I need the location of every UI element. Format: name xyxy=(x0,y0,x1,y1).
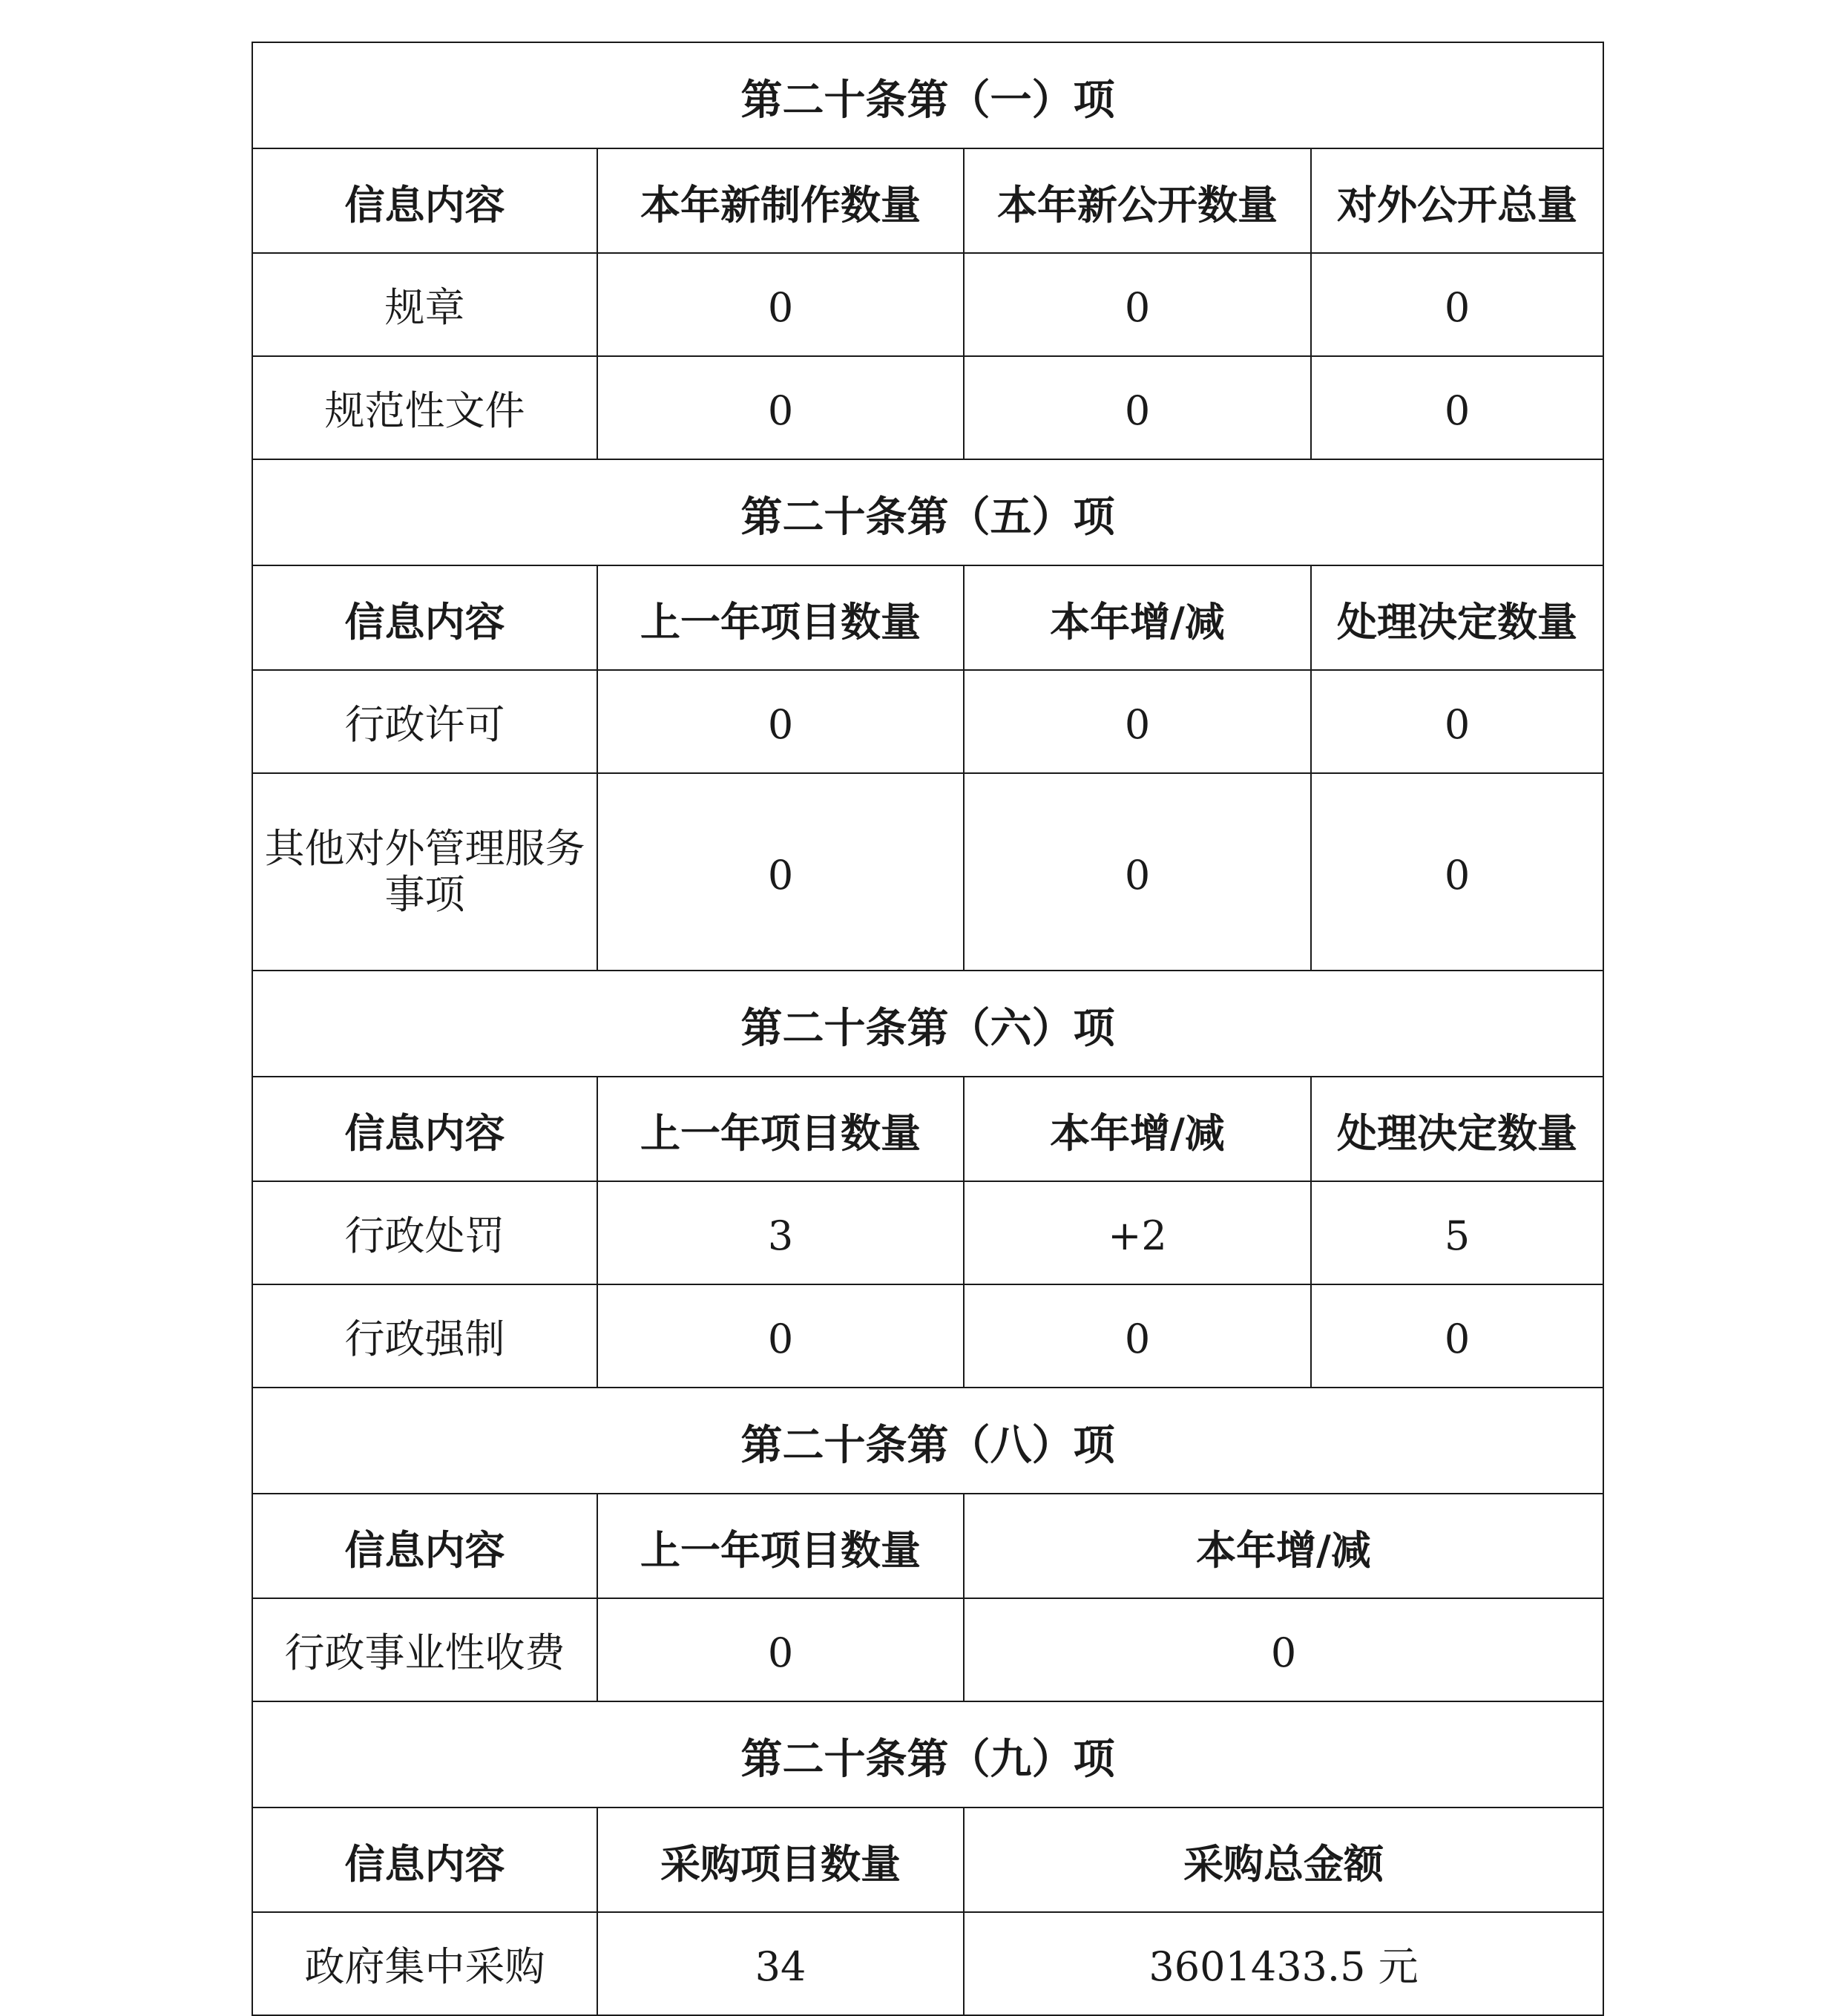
cell-value: 0 xyxy=(1311,1284,1603,1388)
header-cell: 处理决定数量 xyxy=(1311,1077,1603,1181)
cell-value: 0 xyxy=(1311,253,1603,356)
header-cell: 上一年项目数量 xyxy=(597,565,964,670)
table-row xyxy=(252,773,1603,971)
section-title-row xyxy=(252,1701,1603,1807)
header-row xyxy=(252,1077,1603,1181)
table-row xyxy=(252,253,1603,356)
header-cell: 处理决定数量 xyxy=(1311,565,1603,670)
cell-value: 0 xyxy=(964,670,1311,773)
table-row xyxy=(252,670,1603,773)
section-title: 第二十条第（六）项 xyxy=(252,971,1603,1077)
section-title: 第二十条第（一）项 xyxy=(252,42,1603,148)
table-row xyxy=(252,356,1603,459)
cell-value: 0 xyxy=(964,773,1311,971)
header-cell: 本年增/减 xyxy=(964,1494,1603,1598)
header-row xyxy=(252,565,1603,670)
header-cell: 本年增/减 xyxy=(964,565,1311,670)
row-label: 规章 xyxy=(252,253,597,356)
disclosure-table xyxy=(252,42,1604,2016)
table-row xyxy=(252,1912,1603,2015)
row-label: 行政许可 xyxy=(252,670,597,773)
section-title-row xyxy=(252,459,1603,565)
cell-value: 0 xyxy=(1311,670,1603,773)
cell-value: 0 xyxy=(597,1598,964,1701)
table-row xyxy=(252,1284,1603,1388)
table-row xyxy=(252,1598,1603,1701)
section-title-row xyxy=(252,42,1603,148)
cell-value: 0 xyxy=(597,356,964,459)
header-row xyxy=(252,1807,1603,1912)
cell-value: 0 xyxy=(597,1284,964,1388)
cell-value: 5 xyxy=(1311,1181,1603,1284)
header-cell: 对外公开总量 xyxy=(1311,148,1603,253)
cell-value: 0 xyxy=(964,356,1311,459)
cell-value: 0 xyxy=(597,670,964,773)
row-label: 行政强制 xyxy=(252,1284,597,1388)
table-row xyxy=(252,1181,1603,1284)
section-title: 第二十条第（九）项 xyxy=(252,1701,1603,1807)
cell-value: 0 xyxy=(1311,356,1603,459)
header-cell: 本年新公开数量 xyxy=(964,148,1311,253)
section-title: 第二十条第（八）项 xyxy=(252,1388,1603,1494)
header-cell: 采购项目数量 xyxy=(597,1807,964,1912)
row-label: 行政事业性收费 xyxy=(252,1598,597,1701)
header-cell: 信息内容 xyxy=(252,565,597,670)
header-cell: 信息内容 xyxy=(252,1494,597,1598)
row-label: 规范性文件 xyxy=(252,356,597,459)
header-row xyxy=(252,148,1603,253)
header-cell: 信息内容 xyxy=(252,148,597,253)
header-cell: 上一年项目数量 xyxy=(597,1077,964,1181)
header-cell: 采购总金额 xyxy=(964,1807,1603,1912)
header-row xyxy=(252,1494,1603,1598)
header-cell: 信息内容 xyxy=(252,1807,597,1912)
cell-value: 0 xyxy=(597,253,964,356)
cell-value: 3 xyxy=(597,1181,964,1284)
section-title-row xyxy=(252,971,1603,1077)
header-cell: 上一年项目数量 xyxy=(597,1494,964,1598)
cell-value: 0 xyxy=(964,1284,1311,1388)
cell-value: 0 xyxy=(597,773,964,971)
header-cell: 本年新制作数量 xyxy=(597,148,964,253)
cell-value: 34 xyxy=(597,1912,964,2015)
cell-value: 3601433.5 元 xyxy=(964,1912,1603,2015)
cell-value: 0 xyxy=(964,253,1311,356)
header-cell: 信息内容 xyxy=(252,1077,597,1181)
header-cell: 本年增/减 xyxy=(964,1077,1311,1181)
row-label: 政府集中采购 xyxy=(252,1912,597,2015)
row-label: 其他对外管理服务事项 xyxy=(252,773,597,971)
row-label: 行政处罚 xyxy=(252,1181,597,1284)
section-title-row xyxy=(252,1388,1603,1494)
cell-value: +2 xyxy=(964,1181,1311,1284)
cell-value: 0 xyxy=(964,1598,1603,1701)
cell-value: 0 xyxy=(1311,773,1603,971)
section-title: 第二十条第（五）项 xyxy=(252,459,1603,565)
